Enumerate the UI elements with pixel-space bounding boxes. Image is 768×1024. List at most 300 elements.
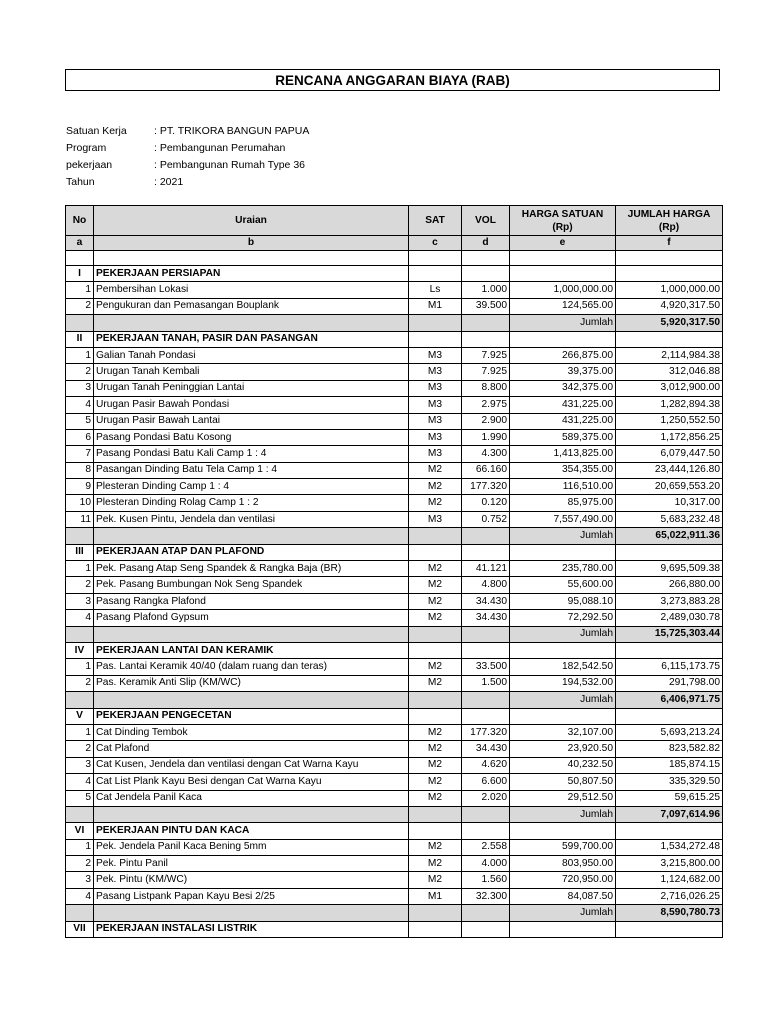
item-uraian: Urugan Pasir Bawah Lantai <box>94 413 409 429</box>
item-no: 5 <box>66 790 94 806</box>
item-uraian: Plesteran Dinding Rolag Camp 1 : 2 <box>94 495 409 511</box>
item-uraian: Pas. Keramik Anti Slip (KM/WC) <box>94 675 409 691</box>
item-no: 2 <box>66 675 94 691</box>
item-harga-satuan: 342,375.00 <box>510 380 616 396</box>
table-row <box>66 675 723 691</box>
empty-cell <box>462 528 510 544</box>
item-harga-satuan: 431,225.00 <box>510 397 616 413</box>
table-row <box>66 774 723 790</box>
item-no: 8 <box>66 462 94 478</box>
item-jumlah-harga: 10,317.00 <box>616 495 723 511</box>
item-no: 2 <box>66 298 94 314</box>
item-jumlah-harga: 823,582.82 <box>616 741 723 757</box>
subtotal-row <box>66 692 723 708</box>
header-vol: VOL <box>462 206 510 236</box>
item-uraian: Plesteran Dinding Camp 1 : 4 <box>94 479 409 495</box>
empty-cell <box>409 266 462 282</box>
document-title: RENCANA ANGGARAN BIAYA (RAB) <box>65 69 720 91</box>
item-harga-satuan: 50,807.50 <box>510 774 616 790</box>
code-d: d <box>462 236 510 251</box>
empty-cell <box>66 806 94 822</box>
rab-table <box>65 205 723 938</box>
section-title: PEKERJAAN INSTALASI LISTRIK <box>94 921 409 937</box>
item-vol: 2.020 <box>462 790 510 806</box>
item-jumlah-harga: 9,695,509.38 <box>616 561 723 577</box>
empty-cell <box>510 331 616 347</box>
info-row <box>66 174 309 191</box>
item-harga-satuan: 39,375.00 <box>510 364 616 380</box>
table-row <box>66 479 723 495</box>
section-no: II <box>66 331 94 347</box>
item-uraian: Cat List Plank Kayu Besi dengan Cat Warna Kayu <box>94 774 409 790</box>
section-row <box>66 823 723 839</box>
item-vol: 0.120 <box>462 495 510 511</box>
section-row <box>66 266 723 282</box>
item-vol: 4.800 <box>462 577 510 593</box>
item-jumlah-harga: 335,329.50 <box>616 774 723 790</box>
item-uraian: Pasang Pondasi Batu Kosong <box>94 429 409 445</box>
item-jumlah-harga: 3,273,883.28 <box>616 593 723 609</box>
item-no: 2 <box>66 741 94 757</box>
item-vol: 33.500 <box>462 659 510 675</box>
item-sat: M2 <box>409 774 462 790</box>
header-uraian: Uraian <box>94 206 409 236</box>
item-vol: 177.320 <box>462 479 510 495</box>
section-title: PEKERJAAN ATAP DAN PLAFOND <box>94 544 409 560</box>
empty-cell <box>94 528 409 544</box>
table-row <box>66 724 723 740</box>
section-no: I <box>66 266 94 282</box>
item-no: 1 <box>66 347 94 363</box>
item-jumlah-harga: 1,124,682.00 <box>616 872 723 888</box>
item-uraian: Cat Kusen, Jendela dan ventilasi dengan Cat Warna Kayu <box>94 757 409 773</box>
subtotal-row <box>66 315 723 331</box>
item-vol: 0.752 <box>462 511 510 527</box>
item-sat: M2 <box>409 872 462 888</box>
item-harga-satuan: 720,950.00 <box>510 872 616 888</box>
item-vol: 6.600 <box>462 774 510 790</box>
item-jumlah-harga: 5,683,232.48 <box>616 511 723 527</box>
info-label: Satuan Kerja <box>66 125 127 137</box>
table-body <box>66 251 723 938</box>
item-vol: 4.620 <box>462 757 510 773</box>
item-vol: 34.430 <box>462 593 510 609</box>
empty-cell <box>462 708 510 724</box>
empty-cell <box>94 806 409 822</box>
empty-cell <box>616 708 723 724</box>
empty-cell <box>94 626 409 642</box>
item-sat: M2 <box>409 675 462 691</box>
item-no: 3 <box>66 380 94 396</box>
table-row <box>66 380 723 396</box>
item-vol: 1.000 <box>462 282 510 298</box>
item-sat: M3 <box>409 446 462 462</box>
item-no: 1 <box>66 282 94 298</box>
empty-cell <box>409 905 462 921</box>
table-row <box>66 610 723 626</box>
item-no: 4 <box>66 888 94 904</box>
subtotal-value: 6,406,971.75 <box>616 692 723 708</box>
item-sat: M2 <box>409 757 462 773</box>
table-row <box>66 757 723 773</box>
item-harga-satuan: 72,292.50 <box>510 610 616 626</box>
item-jumlah-harga: 59,615.25 <box>616 790 723 806</box>
item-no: 11 <box>66 511 94 527</box>
empty-cell <box>409 823 462 839</box>
subtotal-value: 5,920,317.50 <box>616 315 723 331</box>
item-harga-satuan: 23,920.50 <box>510 741 616 757</box>
code-c: c <box>409 236 462 251</box>
empty-cell <box>510 266 616 282</box>
item-harga-satuan: 431,225.00 <box>510 413 616 429</box>
item-harga-satuan: 194,532.00 <box>510 675 616 691</box>
item-vol: 1.560 <box>462 872 510 888</box>
item-vol: 4.000 <box>462 856 510 872</box>
item-jumlah-harga: 6,079,447.50 <box>616 446 723 462</box>
empty-cell <box>462 626 510 642</box>
subtotal-row <box>66 905 723 921</box>
item-uraian: Pek. Kusen Pintu, Jendela dan ventilasi <box>94 511 409 527</box>
empty-cell <box>510 921 616 937</box>
item-vol: 7.925 <box>462 347 510 363</box>
empty-cell <box>510 708 616 724</box>
empty-cell <box>409 642 462 658</box>
table-row <box>66 659 723 675</box>
empty-cell <box>462 331 510 347</box>
item-jumlah-harga: 1,172,856.25 <box>616 429 723 445</box>
item-vol: 34.430 <box>462 741 510 757</box>
item-jumlah-harga: 6,115,173.75 <box>616 659 723 675</box>
item-no: 1 <box>66 724 94 740</box>
empty-cell <box>94 315 409 331</box>
item-uraian: Cat Dinding Tembok <box>94 724 409 740</box>
item-jumlah-harga: 185,874.15 <box>616 757 723 773</box>
item-no: 3 <box>66 593 94 609</box>
section-no: III <box>66 544 94 560</box>
item-uraian: Urugan Pasir Bawah Pondasi <box>94 397 409 413</box>
item-uraian: Pasang Plafond Gypsum <box>94 610 409 626</box>
empty-cell <box>66 692 94 708</box>
empty-cell <box>409 251 462 266</box>
item-sat: M2 <box>409 856 462 872</box>
section-title: PEKERJAAN LANTAI DAN KERAMIK <box>94 642 409 658</box>
item-harga-satuan: 354,355.00 <box>510 462 616 478</box>
item-vol: 34.430 <box>462 610 510 626</box>
info-row <box>66 123 309 140</box>
empty-cell <box>462 544 510 560</box>
table-code-row <box>66 236 723 251</box>
item-harga-satuan: 55,600.00 <box>510 577 616 593</box>
empty-cell <box>462 905 510 921</box>
empty-cell <box>462 921 510 937</box>
subtotal-value: 8,590,780.73 <box>616 905 723 921</box>
item-sat: M1 <box>409 298 462 314</box>
table-row <box>66 888 723 904</box>
subtotal-label: Jumlah <box>510 315 616 331</box>
section-title: PEKERJAAN PENGECETAN <box>94 708 409 724</box>
item-vol: 177.320 <box>462 724 510 740</box>
table-row <box>66 364 723 380</box>
table-row <box>66 298 723 314</box>
item-uraian: Pembersihan Lokasi <box>94 282 409 298</box>
item-uraian: Pasangan Dinding Batu Tela Camp 1 : 4 <box>94 462 409 478</box>
item-vol: 2.975 <box>462 397 510 413</box>
header-jumlah-harga: JUMLAH HARGA (Rp) <box>616 206 723 236</box>
item-jumlah-harga: 2,716,026.25 <box>616 888 723 904</box>
item-no: 6 <box>66 429 94 445</box>
item-harga-satuan: 85,975.00 <box>510 495 616 511</box>
empty-cell <box>409 626 462 642</box>
empty-cell <box>409 708 462 724</box>
item-uraian: Pasang Pondasi Batu Kali Camp 1 : 4 <box>94 446 409 462</box>
item-jumlah-harga: 1,250,552.50 <box>616 413 723 429</box>
empty-cell <box>616 544 723 560</box>
table-row <box>66 495 723 511</box>
section-row <box>66 544 723 560</box>
empty-cell <box>462 315 510 331</box>
table-row <box>66 347 723 363</box>
item-sat: M2 <box>409 741 462 757</box>
item-jumlah-harga: 2,489,030.78 <box>616 610 723 626</box>
item-sat: M3 <box>409 429 462 445</box>
empty-cell <box>66 528 94 544</box>
item-no: 9 <box>66 479 94 495</box>
subtotal-value: 7,097,614.96 <box>616 806 723 822</box>
item-no: 5 <box>66 413 94 429</box>
subtotal-row <box>66 528 723 544</box>
item-harga-satuan: 124,565.00 <box>510 298 616 314</box>
info-label: Program <box>66 142 107 154</box>
empty-cell <box>616 251 723 266</box>
empty-cell <box>94 692 409 708</box>
empty-cell <box>409 544 462 560</box>
empty-cell <box>510 251 616 266</box>
table-header-row <box>66 206 723 236</box>
item-sat: M2 <box>409 561 462 577</box>
table-row <box>66 511 723 527</box>
item-uraian: Galian Tanah Pondasi <box>94 347 409 363</box>
table-row <box>66 429 723 445</box>
header-no: No <box>66 206 94 236</box>
subtotal-value: 15,725,303.44 <box>616 626 723 642</box>
empty-cell <box>409 331 462 347</box>
code-a: a <box>66 236 94 251</box>
section-title: PEKERJAAN PINTU DAN KACA <box>94 823 409 839</box>
subtotal-value: 65,022,911.36 <box>616 528 723 544</box>
item-harga-satuan: 235,780.00 <box>510 561 616 577</box>
item-no: 3 <box>66 872 94 888</box>
section-no: VII <box>66 921 94 937</box>
item-no: 4 <box>66 774 94 790</box>
item-uraian: Pek. Pintu (KM/WC) <box>94 872 409 888</box>
section-row <box>66 642 723 658</box>
item-sat: M3 <box>409 413 462 429</box>
item-sat: M2 <box>409 790 462 806</box>
item-sat: M2 <box>409 479 462 495</box>
item-jumlah-harga: 3,215,800.00 <box>616 856 723 872</box>
empty-cell <box>66 315 94 331</box>
table-row <box>66 413 723 429</box>
item-jumlah-harga: 1,000,000.00 <box>616 282 723 298</box>
empty-cell <box>616 642 723 658</box>
item-vol: 2.900 <box>462 413 510 429</box>
table-row <box>66 593 723 609</box>
item-jumlah-harga: 266,880.00 <box>616 577 723 593</box>
item-sat: M3 <box>409 347 462 363</box>
item-harga-satuan: 589,375.00 <box>510 429 616 445</box>
item-uraian: Pas. Lantai Keramik 40/40 (dalam ruang dan teras) <box>94 659 409 675</box>
item-uraian: Urugan Tanah Peninggian Lantai <box>94 380 409 396</box>
table-row <box>66 561 723 577</box>
item-sat: M2 <box>409 593 462 609</box>
subtotal-row <box>66 626 723 642</box>
section-row <box>66 708 723 724</box>
item-harga-satuan: 95,088.10 <box>510 593 616 609</box>
item-jumlah-harga: 5,693,213.24 <box>616 724 723 740</box>
item-sat: M3 <box>409 511 462 527</box>
item-sat: M3 <box>409 397 462 413</box>
item-sat: M2 <box>409 659 462 675</box>
empty-cell <box>616 266 723 282</box>
item-vol: 41.121 <box>462 561 510 577</box>
item-vol: 8.800 <box>462 380 510 396</box>
table-row <box>66 741 723 757</box>
item-sat: M2 <box>409 495 462 511</box>
item-vol: 32.300 <box>462 888 510 904</box>
table-row <box>66 872 723 888</box>
item-sat: M2 <box>409 724 462 740</box>
item-no: 7 <box>66 446 94 462</box>
item-jumlah-harga: 291,798.00 <box>616 675 723 691</box>
empty-cell <box>462 251 510 266</box>
header-sat: SAT <box>409 206 462 236</box>
project-info <box>66 123 309 191</box>
item-no: 2 <box>66 577 94 593</box>
item-uraian: Pek. Pintu Panil <box>94 856 409 872</box>
section-title: PEKERJAAN PERSIAPAN <box>94 266 409 282</box>
item-uraian: Pasang Rangka Plafond <box>94 593 409 609</box>
item-vol: 1.500 <box>462 675 510 691</box>
subtotal-row <box>66 806 723 822</box>
table-row <box>66 839 723 855</box>
empty-cell <box>409 528 462 544</box>
info-label: Tahun <box>66 176 95 188</box>
item-harga-satuan: 40,232.50 <box>510 757 616 773</box>
table-row <box>66 462 723 478</box>
item-jumlah-harga: 1,534,272.48 <box>616 839 723 855</box>
item-uraian: Pek. Pasang Atap Seng Spandek & Rangka Baja (BR) <box>94 561 409 577</box>
info-label: pekerjaan <box>66 159 113 171</box>
item-sat: M1 <box>409 888 462 904</box>
item-harga-satuan: 1,413,825.00 <box>510 446 616 462</box>
item-vol: 2.558 <box>462 839 510 855</box>
item-vol: 66.160 <box>462 462 510 478</box>
empty-cell <box>510 823 616 839</box>
item-no: 10 <box>66 495 94 511</box>
item-harga-satuan: 7,557,490.00 <box>510 511 616 527</box>
section-title: PEKERJAAN TANAH, PASIR DAN PASANGAN <box>94 331 409 347</box>
empty-cell <box>462 692 510 708</box>
empty-cell <box>409 806 462 822</box>
table-row <box>66 282 723 298</box>
item-jumlah-harga: 3,012,900.00 <box>616 380 723 396</box>
info-row <box>66 140 309 157</box>
empty-cell <box>94 905 409 921</box>
empty-cell <box>510 642 616 658</box>
item-vol: 4.300 <box>462 446 510 462</box>
subtotal-label: Jumlah <box>510 692 616 708</box>
item-harga-satuan: 116,510.00 <box>510 479 616 495</box>
empty-cell <box>462 642 510 658</box>
item-harga-satuan: 29,512.50 <box>510 790 616 806</box>
empty-cell <box>616 921 723 937</box>
empty-cell <box>409 921 462 937</box>
item-sat: M2 <box>409 577 462 593</box>
table-row <box>66 856 723 872</box>
item-no: 2 <box>66 856 94 872</box>
item-vol: 39.500 <box>462 298 510 314</box>
item-harga-satuan: 32,107.00 <box>510 724 616 740</box>
empty-cell <box>616 823 723 839</box>
empty-cell <box>409 315 462 331</box>
table-row <box>66 397 723 413</box>
item-jumlah-harga: 23,444,126.80 <box>616 462 723 478</box>
item-uraian: Pengukuran dan Pemasangan Bouplank <box>94 298 409 314</box>
item-sat: Ls <box>409 282 462 298</box>
blank-row <box>66 251 723 266</box>
code-f: f <box>616 236 723 251</box>
subtotal-label: Jumlah <box>510 626 616 642</box>
table-row <box>66 446 723 462</box>
empty-cell <box>66 905 94 921</box>
item-sat: M3 <box>409 364 462 380</box>
empty-cell <box>66 251 94 266</box>
item-vol: 1.990 <box>462 429 510 445</box>
subtotal-label: Jumlah <box>510 528 616 544</box>
table-row <box>66 577 723 593</box>
item-uraian: Urugan Tanah Kembali <box>94 364 409 380</box>
code-b: b <box>94 236 409 251</box>
info-value: : PT. TRIKORA BANGUN PAPUA <box>154 125 310 137</box>
section-no: VI <box>66 823 94 839</box>
empty-cell <box>94 251 409 266</box>
item-jumlah-harga: 1,282,894.38 <box>616 397 723 413</box>
empty-cell <box>510 544 616 560</box>
empty-cell <box>409 692 462 708</box>
info-value: : Pembangunan Perumahan <box>154 142 286 154</box>
empty-cell <box>462 806 510 822</box>
section-row <box>66 331 723 347</box>
item-uraian: Cat Plafond <box>94 741 409 757</box>
item-harga-satuan: 1,000,000.00 <box>510 282 616 298</box>
item-no: 1 <box>66 659 94 675</box>
item-uraian: Pasang Listpank Papan Kayu Besi 2/25 <box>94 888 409 904</box>
item-no: 4 <box>66 610 94 626</box>
empty-cell <box>616 331 723 347</box>
item-uraian: Cat Jendela Panil Kaca <box>94 790 409 806</box>
item-jumlah-harga: 312,046.88 <box>616 364 723 380</box>
section-row <box>66 921 723 937</box>
header-harga-satuan: HARGA SATUAN (Rp) <box>510 206 616 236</box>
item-uraian: Pek. Pasang Bumbungan Nok Seng Spandek <box>94 577 409 593</box>
empty-cell <box>462 823 510 839</box>
info-value: : Pembangunan Rumah Type 36 <box>154 159 305 171</box>
item-no: 4 <box>66 397 94 413</box>
item-uraian: Pek. Jendela Panil Kaca Bening 5mm <box>94 839 409 855</box>
item-harga-satuan: 84,087.50 <box>510 888 616 904</box>
item-no: 1 <box>66 561 94 577</box>
item-jumlah-harga: 4,920,317.50 <box>616 298 723 314</box>
